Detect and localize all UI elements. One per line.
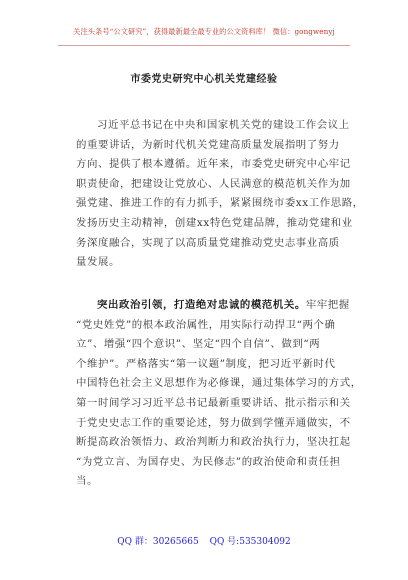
paragraph-line: 发扬历史主动精神，创建xx特色党建品牌，推动党建和业 [76,216,353,229]
paragraph-line: 职责使命，把建设让党放心、人民满意的模范机关作为加 [76,177,351,190]
paragraph-line: 中国特色社会主义思想作为必修课，通过集体学习的方式， [76,377,362,390]
paragraph-line: 方向、提供了根本遵循。近年来，市委党史研究中心牢记 [76,158,351,171]
paragraph-line: 习近平总书记在中央和国家机关党的建设工作会议上 [97,119,350,131]
paragraph-line: 量发展。 [76,256,120,269]
paragraph-2 [76,296,362,492]
paragraph-line: 强党建、推进工作的有力抓手，紧紧围绕市委xx工作思路， [76,197,364,210]
paragraph-2-lead: 突出政治引领，打造绝对忠诚的模范机关。 [97,299,306,311]
paragraph-line: 断提高政治领悟力、政治判断力和政治执行力，坚决扛起 [76,436,351,449]
document-title: 市委党史研究中心机关党建经验 [130,74,278,85]
paragraph-line: 务深度融合，实现了以高质量党建推动党史志事业高质 [76,236,340,249]
paragraph-line: 第一时间学习习近平总书记最新重要讲话、批示指示和关 [76,396,351,409]
paragraph-2-first-rest: 牢牢把握 [305,299,350,311]
paragraph-line: 的重要讲话，为新时代机关党建高质量发展指明了努力 [76,138,340,151]
paragraph-1 [76,116,364,273]
paragraph-line: 于党史史志工作的重要论述，努力做到学懂弄通做实，不 [76,416,351,429]
paragraph-line: “为党立言、为国存史、为民修志”的政治使命和责任担 [76,455,341,468]
contact-footer [0,534,408,547]
paragraph-first-line [76,296,350,316]
qq-number-text: QQ 号:535304092 [209,537,291,547]
paragraph-line: 当。 [76,475,98,488]
header-divider [58,45,350,46]
paragraph-line: 个维护”。严格落实“第一议题”制度，把习近平新时代 [76,357,336,370]
promo-header: 关注头条号“公文研究”，获得最新最全最专业的公文资料库！ 微信：gongwenyj [73,27,335,36]
paragraph-line: 立”、增强“四个意识”、坚定“四个自信”、做到“两 [76,338,321,351]
paragraph-line: “党史姓党”的根本政治属性，用实际行动捍卫“两个确 [76,318,336,331]
qq-group-text: QQ 群：30265665 [117,537,199,547]
